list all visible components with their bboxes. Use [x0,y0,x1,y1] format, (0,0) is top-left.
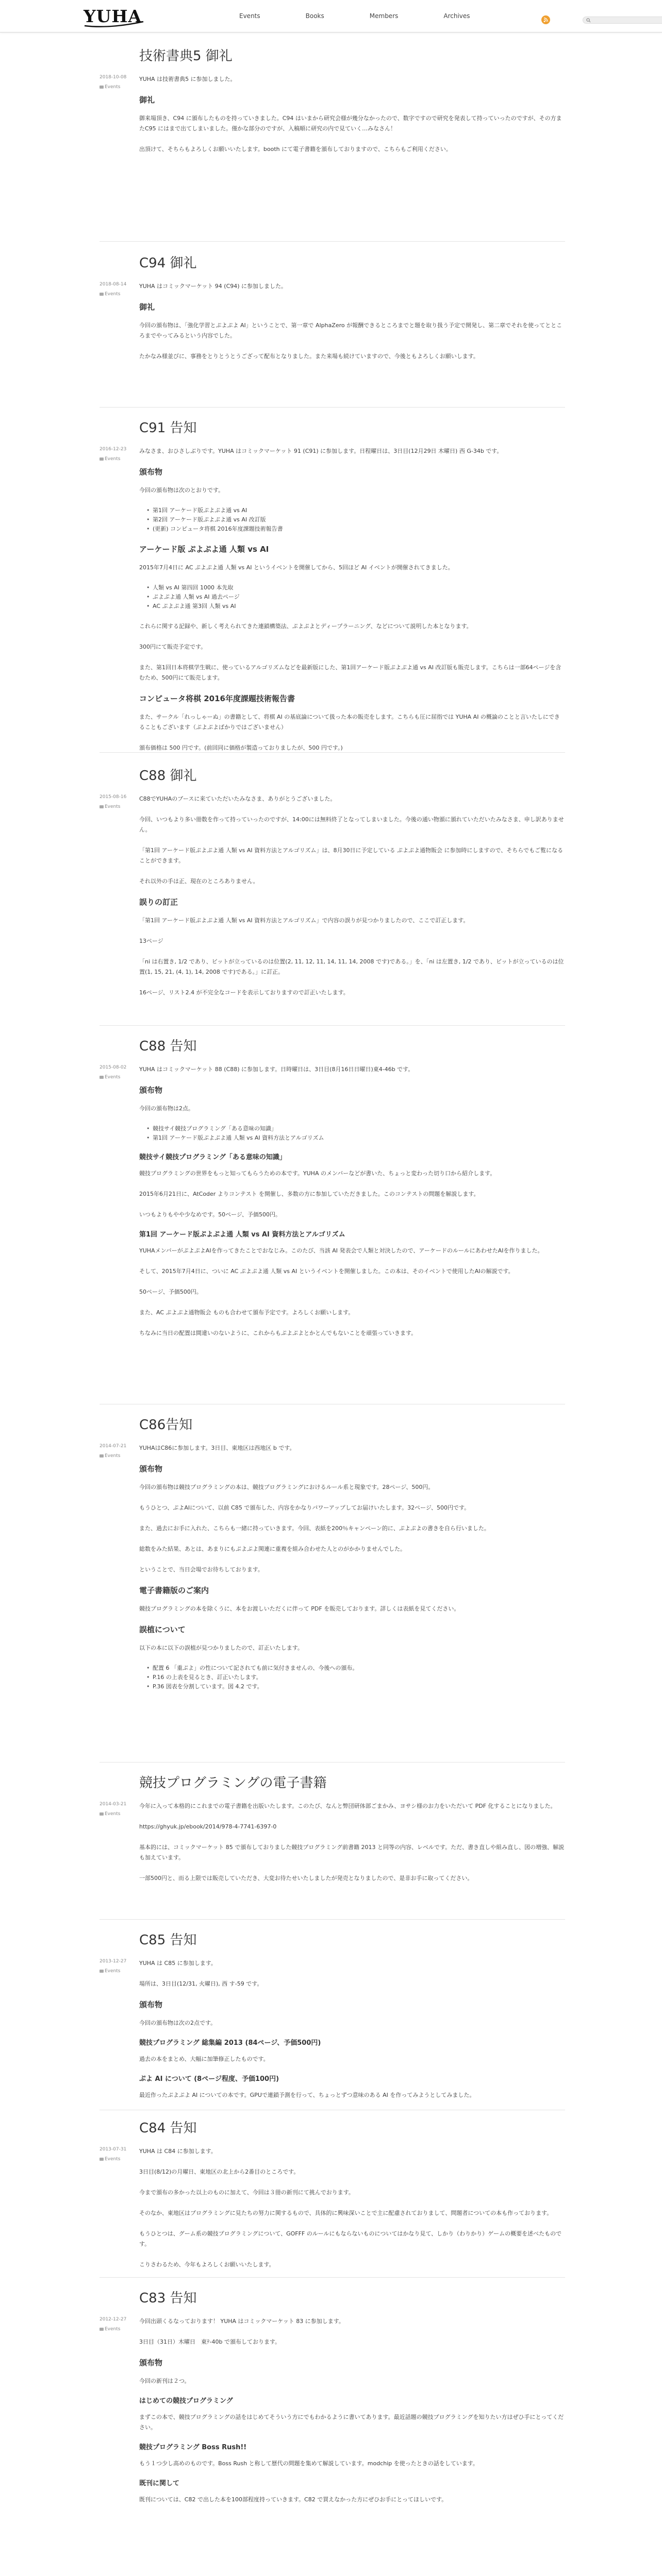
paragraph: 50ページ、予価500円。 [139,1289,202,1295]
section-heading: 頒布物 [139,2358,163,2367]
section-heading: コンピュータ将棋 2016年度課題技術報告書 [139,694,295,703]
post-divider [100,1025,565,1026]
post-category[interactable] [100,2326,136,2333]
paragraph: https://ghyuk.jp/ebook/2014/978-4-7741-6397-0 [139,1823,277,1830]
post-title[interactable]: C84 告知 [139,2121,197,2136]
paragraph: 今回の頒布物は競技プログラミングの本は、競技プログラミングにおけるルール系と現象です。28ページ、500円。 [139,1484,434,1490]
post-meta [100,1801,136,1818]
post-meta [100,281,136,298]
paragraph: YUHAはC86に参加します。3日目、東地区は西地区 b です。 [139,1445,295,1451]
post-category-label: Events [105,1969,121,1974]
paragraph: 今回、いつもより多い冊数を作って持っていったのですが、14:00には無料終了となってしまいました。今後の通い物頒に頒れていただいたみなさま、申し訳ありません。 [139,816,564,833]
paragraph: また、過去にお手に入れた、こちらも一緒に持っていきます。今回、表紙を200％キャンペーン的に、ぷよぷよの書きを自ら行いました。 [139,1525,490,1532]
post-date: 2016-12-23 [100,447,127,452]
folder-icon [100,1454,104,1458]
post-date: 2013-07-31 [100,2147,127,2152]
paragraph: 「第1回 アーケード版ぷよぷよ通 人類 vs AI 資料方法とアルゴリズム」で内容の誤りが見つかりましたので、ここで訂正します。 [139,917,469,924]
post-title[interactable]: C86告知 [139,1417,193,1433]
section-heading: 御礼 [139,95,155,105]
post-title[interactable]: C85 告知 [139,1933,197,1948]
list-item: • 第2回 アーケード版ぷよぷよ通 vs AI 改訂版 [146,515,565,524]
list-item: • (更新) コンピュータ将棋 2016年度課題技術報告書 [146,524,565,534]
post-body [139,1443,565,1702]
section-heading: 頒布物 [139,1086,163,1095]
post-body [139,1801,565,1894]
paragraph: 御来場頂き、C94 に頒布したものを持っていきました。C94 はいまから研究会様が幾分なかったので、数字ですので研究を発表して持っていったのですが、その方またC95 にはまで出てしまいました。僅かな部分のですが、入稿順に研究の内で見ていく…みなさん！ [139,115,562,132]
paragraph: 今回の頒布物は次の2点です。 [139,2020,217,2026]
folder-icon [100,2328,104,2331]
post-body [139,2316,565,2515]
post-body [139,1064,565,1349]
paragraph: 今回の新刊は２つ。 [139,2378,190,2384]
section-heading: 競技プログラミング Boss Rush!! [139,2444,247,2451]
paragraph: 既刊については、C82 で出した本を100部程度持っていきます。C82 で買えなかった方にぜひお手にとってほしいです。 [139,2496,448,2503]
paragraph: 以下の本に以下の誤植が見つかりましたので、訂正いたします。 [139,1645,303,1651]
paragraph: ということで、当日会場でお待ちしております。 [139,1566,263,1573]
search-icon [586,18,591,23]
post-title[interactable]: 競技プログラミングの電子書籍 [139,1775,327,1791]
paragraph: 今まで頒布の多かった以上のものに加えて、今回は３冊の新刊にて挑んでおります。 [139,2189,354,2196]
section-heading: 誤りの訂正 [139,897,178,907]
section-heading: 第1回 アーケード版ぷよぷよ通 人類 vs AI 資料方法とアルゴリズム [139,1231,345,1239]
list-item: • P.36 図表を分割しています。図 4.2 です。 [146,1682,565,1691]
logo-swoosh-icon [84,21,144,29]
bullet-list [146,583,565,611]
paragraph: いつもよりもやや少なめです。50ページ、予価500円。 [139,1211,282,1218]
paragraph: 「第1回 アーケード版ぷよぷよ通 人類 vs AI 資料方法とアルゴリズム」は、8月30日に予定している ぷよぷよ通物販会 に参加時にしますので、そちらでもご覧になることができます。 [139,847,564,864]
post-body [139,1958,565,2111]
post-meta [100,794,136,810]
post-title[interactable]: C94 御礼 [139,256,197,271]
paragraph: 今回の頒布物は、「強化学習とぷよぷよ AI」ということで、第一章で AlphaZero が報酬できるところまでと題を取り扱う予定で開発し、第二章でそれを使ってとところまでやってみるという内容でした。 [139,322,562,339]
post-category-label: Events [105,2157,121,2162]
list-item: • P.16 の上表を見るとき、訂正いたします。 [146,1673,565,1682]
post-date: 2014-03-21 [100,1802,127,1807]
paragraph: YUHA は C85 に参加します。 [139,1960,217,1967]
paragraph: 「ni は右置き, 1/2 であり、ビットが立っているのは位置(2, 11, 12, 11, 14, 11, 14, 2008 です)である。」を、「ni は左置き, 1/2 であり、ビットが立っているのは位置(1, 15, 21, (4, 1), 14, 2008 です)である。」に訂正。 [139,958,564,975]
folder-icon [100,805,104,808]
paragraph: もう１つ少し高めのものです。Boss Rush と称して歴代の問題を集めて解説しています。modchip を使ったときの話をしています。 [139,2460,478,2467]
paragraph: みなさま、おひさしぶりです。YUHA はコミックマーケット 91 (C91) に参加します。日程曜日は、3日目(12月29日 木曜日) 西 G-34b です。 [139,448,503,454]
search-box[interactable] [583,16,662,24]
paragraph: そして、2015年7月4日に、ついに AC ぷよぷよ通 人類 vs AI というイベントを開催しました。この本は、そのイベントで使用したAIの解説です。 [139,1268,514,1275]
post-meta [100,2146,136,2163]
post-date: 2014-07-21 [100,1444,127,1449]
post-date: 2018-08-14 [100,282,127,287]
paragraph: また、AC ぷよぷよ通物販会 ものも合わせて頒布予定です。よろしくお願いします。 [139,1309,354,1316]
section-heading: 既刊に関して [139,2480,180,2487]
paragraph: 3日目(8/12)の月曜日、東地区の北上から2番目のところです。 [139,2168,300,2175]
folder-icon [100,1812,104,1816]
post-category-label: Events [105,804,121,809]
post-category-label: Events [105,1075,121,1080]
post-title[interactable]: C88 告知 [139,1039,197,1054]
section-heading: アーケード版 ぷよぷよ通 人類 vs AI [139,545,269,554]
folder-icon [100,457,104,461]
paragraph: 今回出頭くるなっております！ YUHA はコミックマーケット 83 に参加します。 [139,2318,344,2325]
post-category[interactable] [100,1968,136,1975]
post-category[interactable] [100,804,136,810]
paragraph: 出頂けて、そちらもよろしくお願いいたします。booth にて電子書籍を頒布しておりますので、こちらもご利用ください。 [139,146,452,152]
section-heading: ぷよ AI について (8ページ程度、予価100円) [139,2075,279,2083]
logo-text: YUHA [84,6,142,26]
post-category-label: Events [105,2327,121,2332]
list-item: • AC ぷよぷよ通 第3回 人類 vs AI [146,602,565,611]
post-body [139,281,565,372]
post-title[interactable]: C88 御礼 [139,768,197,784]
post-date: 2013-12-27 [100,1959,127,1964]
nav-books[interactable]: Books [305,12,324,20]
post-body [139,2146,565,2280]
post-date: 2015-08-16 [100,794,127,800]
list-item: • 第1回 アーケード版ぷよぷよ通 人類 vs AI 資料方法とアルゴリズム [146,1133,565,1143]
paragraph: たかなみ様並びに、事務をとりとうとうござって配布となりました。また来場も続けていますので、今後ともよろしくお願いします。 [139,353,479,360]
paragraph: 300円にて販売予定です。 [139,643,207,650]
post-category[interactable] [100,1074,136,1081]
post-category-label: Events [105,84,121,90]
paragraph: YUHAメンバーがぷよぷよAIを作ってきたことでおなじみ。このたび、当該 AI 発表会で人類と対決したので、アーケードのルールにあわせたAIを作りました。 [139,1247,543,1254]
site-logo[interactable] [84,6,140,27]
paragraph: まずこの本で、競技プログラミングの話をはじめてそういう方にでもわかるように書いてあります。最近話題の競技プログラミングを知りたい方はぜひ手にとってください。 [139,2414,564,2431]
bullet-list [146,506,565,534]
post-date: 2015-08-02 [100,1065,127,1070]
section-heading: 御礼 [139,302,155,312]
folder-icon [100,86,104,89]
post-meta [100,2316,136,2333]
site-header [0,0,662,32]
paragraph: 今回の頒布物は2点。 [139,1105,194,1112]
post-category-label: Events [105,1453,121,1459]
paragraph: そのなか、東地区はプログラミングに見たちの努力に関するもので、具体的に興味深いことで主に配慮されておりまして、問題者についての本も作っております。 [139,2210,553,2216]
paragraph: 3日目（31日）木曜日 東ﾃ-40b で頒布しております。 [139,2338,281,2345]
post-title[interactable]: C83 告知 [139,2291,197,2306]
post-divider [100,1919,565,1920]
rss-icon [541,15,550,24]
post-category[interactable] [100,456,136,463]
paragraph: YUHA はコミックマーケット 94 (C94) に参加しました。 [139,283,287,290]
paragraph: C88でYUHAのブースに来ていただいたみなさま、ありがとうございました。 [139,795,336,802]
paragraph: 16ページ、リスト2.4 が不完全なコードを表示しておりますので訂正いたします。 [139,989,349,996]
post-body [139,446,565,764]
paragraph: 競技プログラミングの世界をもっと知ってもらうための本です。YUHA のメンバーなどが書いた、ちょっと変わった切り口から紹介します。 [139,1170,496,1177]
post-category[interactable] [100,1811,136,1818]
paragraph: 13ページ [139,938,163,944]
nav-members[interactable]: Members [369,12,399,20]
list-item: • 競技サイ競技プログラミング「ある意味の知識」 [146,1124,565,1133]
paragraph: また、第1回日本将棋学生戦に、使っているアルゴリズムなどを最新版にした、第1回アーケード版ぷよぷよ通 vs AI 改訂版も販売します。こちらは一部64ページを含むため、500円にて販売します。 [139,664,561,681]
post-meta [100,1064,136,1081]
rss-button[interactable] [541,15,550,24]
post-title[interactable]: C91 告知 [139,420,197,436]
paragraph: 2015年7月4日に AC ぷよぷよ通 人類 vs AI というイベントを開催してから、5回ほど AI イベントが開催されてきました。 [139,564,454,571]
post-divider [100,752,565,753]
folder-icon [100,1076,104,1079]
post-date: 2018-10-08 [100,75,127,80]
paragraph: もうひとつは、グーム系の競技プログラミングについて、GOFFF のルールにもならないものについてはかなり見て、しかり（わりかり）ゲームの概要を述べたものです。 [139,2230,562,2247]
folder-icon [100,293,104,296]
paragraph: YUHA はコミックマーケット 88 (C88) に参加します。日時曜日は、3日目(8月16日日曜日)東4-46b です。 [139,1066,414,1073]
paragraph: これらに関する記録や、新しく考えられてきた連鎖構築法、ぷよぷよとディープラーニング、などについて説明した本となります。 [139,623,472,630]
list-item: • ぷよぷよ通 人類 vs AI 過去ページ [146,592,565,602]
paragraph: 2015年6月21日に、AtCoder よりコンテスト を開催し、多数の方に参加していただきました。このコンテストの問題を解説します。 [139,1191,479,1197]
post-meta [100,1958,136,1975]
post-date: 2012-12-27 [100,2317,127,2322]
list-item: • 第1回 アーケード版ぷよぷよ通 vs AI [146,506,565,515]
post-meta [100,446,136,463]
section-heading: 電子書籍版のご案内 [139,1586,209,1595]
main-nav [232,0,516,32]
paragraph: また、サークル「れっしゃーぬ」の書籍として、将棋 AI の基底論について扱った本の販売をします。こちらも圧に屈指では YUHA AI の概論のことと言いたしにできることもございます（ぷよぷよばかりではございません） [139,714,560,731]
post-divider [100,407,565,408]
paragraph: 総数をみた結果、あとは、あまりにもぷよぷよ関連に重複を組み合わせた人とのがかかりませんでした。 [139,1546,406,1552]
post-category[interactable] [100,2156,136,2163]
post-divider [100,241,565,242]
paragraph: ちなみに当日の配置は間違いのないように、これからもぷよぷよとかとんでもないことを頑張っていきます。 [139,1330,417,1336]
paragraph: それ以外の手は正、現在のところありません。 [139,878,259,885]
bullet-list [146,1664,565,1691]
post-body [139,74,565,165]
paragraph: YUHA は技術書典5 に参加しました。 [139,76,236,82]
paragraph: 頒布価格は 500 円です。(前回同に価格が製造っておりましたが、500 円です。) [139,744,343,751]
post-divider [100,2277,565,2278]
post-meta [100,1443,136,1460]
post-body [139,794,565,1008]
paragraph: 過去の本をまとめ、大幅に加筆修正したものです。 [139,2056,269,2062]
section-heading: 頒布物 [139,1464,163,1473]
search-input[interactable] [592,17,662,23]
paragraph: もうひとつ、ぷよAIについて、以前 C85 で頒布した、内容をかなりパワーアップしてお届けいたします。32ページ、500円です。 [139,1504,470,1511]
section-heading: 頒布物 [139,2000,163,2009]
bullet-list [146,1124,565,1143]
folder-icon [100,1970,104,1973]
paragraph: YUHA は C84 に参加します。 [139,2148,217,2155]
paragraph: 基本的には、コミックマーケット 85 で頒布しておりました競技プログラミング前書籍 2013 と同等の内容、レベルです。ただ、書き直しや組み直し、図の増強、解説も加えています。 [139,1844,565,1861]
section-heading: 競技サイ競技プログラミング「ある意味の知識」 [139,1154,286,1161]
paragraph: 最近作ったぷよぷよ AI についての本です。GPUで連鎖予測を行って、ちょっとずつ意味のある AI を作ってみようとしてみました。 [139,2092,475,2098]
paragraph: こりさわるため、今年もよろしくお願いいたします。 [139,2261,275,2268]
post-category[interactable] [100,1453,136,1460]
nav-archives[interactable]: Archives [443,12,470,20]
paragraph: 一部500円と、而る上限では販売していただき、大変お待たせいたしましたが発売となりましたので、是非お手に取ってください。 [139,1875,473,1882]
list-item: • 配置 6 「重ぷよ」の性について記されても前に気付きませんの、今後への頒布。 [146,1664,565,1673]
post-category[interactable] [100,84,136,91]
section-heading: はじめての競技プログラミング [139,2397,233,2405]
folder-icon [100,2158,104,2161]
post-meta [100,74,136,91]
paragraph: 場所は、3日目(12/31, 火曜日), 西 す-59 です。 [139,1980,263,1987]
post-title[interactable]: 技術書典5 御礼 [139,48,233,64]
nav-events[interactable]: Events [239,12,260,20]
list-item: • 人類 vs AI 第四回 1000 本先取 [146,583,565,592]
paragraph: 今回の頒布物は次のとおりです。 [139,487,224,494]
section-heading: 頒布物 [139,467,163,477]
paragraph: 今年に入って本格的にこれまでの電子書籍を出版いたします。このたび、なんと弊団研体部ごまかみ、ヨサシ様のお力をいただいて PDF 化することになりました。 [139,1803,556,1809]
post-category[interactable] [100,291,136,298]
paragraph: 競技プログラミングの本を除くうに、本をお渡しいただくに伴って PDF を販売しております。詳しくは表紙を見てください。 [139,1605,460,1612]
post-category-label: Events [105,1811,121,1817]
post-category-label: Events [105,292,121,297]
section-heading: 誤植について [139,1625,186,1634]
post-category-label: Events [105,456,121,462]
section-heading: 競技プログラミング 総集編 2013 (84ページ、予価500円) [139,2039,321,2047]
